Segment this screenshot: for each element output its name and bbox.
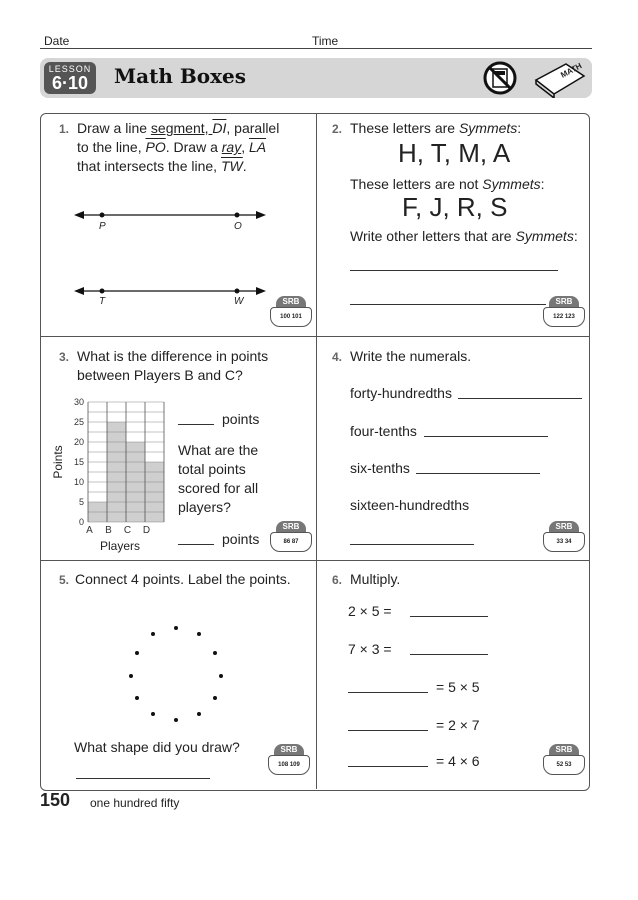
- circle-dot[interactable]: [219, 674, 223, 678]
- srb-pages: 108 109: [268, 755, 310, 775]
- circle-dot[interactable]: [151, 712, 155, 716]
- multiply-expr-4: = 2 × 7: [436, 717, 480, 733]
- answer-line-numeral-c[interactable]: [416, 473, 540, 474]
- problem-1-number: 1.: [59, 122, 70, 136]
- srb-label: SRB: [549, 296, 579, 308]
- srb-pages: 100 101: [270, 307, 312, 327]
- circle-dot[interactable]: [174, 718, 178, 722]
- page-title: Math Boxes: [114, 64, 246, 88]
- srb-badge-2: [543, 296, 585, 330]
- answer-line-multiply-4[interactable]: [348, 730, 428, 731]
- problem-3-q2: between Players B and C?: [77, 367, 243, 383]
- problem-3-q3: What are the: [178, 442, 259, 458]
- p1-line-tw: $\overline{TW}$: [220, 158, 243, 174]
- problem-3-q1: What is the difference in points: [77, 348, 269, 364]
- problem-2-line-3: [350, 227, 578, 246]
- line-po: [72, 208, 268, 222]
- math-tag: MATH: [559, 61, 584, 80]
- y-tick-label: 5: [78, 497, 84, 507]
- answer-line-multiply-1[interactable]: [410, 616, 488, 617]
- lesson-banner: [40, 58, 592, 98]
- answer-line-numeral-b[interactable]: [424, 436, 548, 437]
- srb-label: SRB: [549, 521, 579, 533]
- p1-text-c: to the line,: [77, 139, 146, 155]
- answer-line-multiply-2[interactable]: [410, 654, 488, 655]
- points-label-2: points: [222, 531, 260, 547]
- p1-ray-la: $\overline{LA}$: [248, 139, 267, 155]
- multiply-expr-5: = 4 × 6: [436, 753, 480, 769]
- y-tick-label: 25: [73, 417, 84, 427]
- srb-label: SRB: [274, 744, 304, 756]
- problem-1-line-2: [77, 138, 266, 157]
- y-tick-label: 30: [73, 397, 84, 407]
- problem-4-q: Write the numerals.: [350, 348, 472, 364]
- p2-symmets-3: Symmets: [515, 228, 574, 244]
- page-number-words: one hundred fifty: [90, 796, 180, 810]
- problem-2-number: 2.: [332, 122, 343, 136]
- p1-segment-di: $\overline{DI}$: [212, 120, 227, 136]
- srb-badge-3: [270, 521, 312, 555]
- problem-5-number: 5.: [59, 573, 70, 587]
- grid-divider-row1: [40, 336, 590, 337]
- multiply-expr-2: 7 × 3 =: [348, 641, 392, 657]
- answer-line-symmets-2[interactable]: [350, 304, 546, 305]
- grid-divider-row2: [40, 560, 590, 561]
- date-label: Date: [44, 34, 70, 48]
- problem-6-q: Multiply.: [350, 571, 401, 587]
- y-tick-label: 10: [73, 477, 84, 487]
- circle-dot[interactable]: [129, 674, 133, 678]
- srb-badge-1: [270, 296, 312, 330]
- answer-line-difference[interactable]: [178, 424, 214, 425]
- circle-dot[interactable]: [197, 712, 201, 716]
- multiply-expr-3: = 5 × 5: [436, 679, 480, 695]
- problem-3-number: 3.: [59, 350, 70, 364]
- y-tick-label: 20: [73, 437, 84, 447]
- symmet-letters: H, T, M, A: [398, 138, 511, 168]
- problem-5-q2: What shape did you draw?: [74, 739, 240, 755]
- p1-text-g: .: [242, 158, 247, 174]
- page-number: 150: [40, 790, 71, 810]
- p2-symmets: Symmets: [458, 120, 518, 136]
- lesson-label: LESSON: [48, 64, 92, 74]
- problem-2-line-1: [350, 119, 521, 138]
- p1-text-e: ,: [241, 139, 249, 155]
- circle-dot[interactable]: [213, 696, 217, 700]
- problem-3-q6: players?: [178, 499, 231, 515]
- x-tick-label: B: [105, 525, 112, 536]
- numeral-prompt-a: forty-hundredths: [350, 385, 452, 401]
- y-axis-label: Points: [51, 445, 65, 479]
- srb-label: SRB: [549, 744, 579, 756]
- circle-dot[interactable]: [174, 626, 178, 630]
- x-axis-label: Players: [99, 539, 141, 553]
- circle-dot[interactable]: [151, 632, 155, 636]
- p1-text-a: Draw a line: [77, 120, 151, 136]
- p1-text-b: , parallel: [226, 120, 280, 136]
- srb-badge-6: [543, 744, 585, 778]
- point-p-label: P: [99, 221, 106, 232]
- answer-line-multiply-3[interactable]: [348, 692, 428, 693]
- srb-badge-4: [543, 521, 585, 555]
- x-tick-label: D: [142, 525, 151, 536]
- problem-4-number: 4.: [332, 350, 343, 364]
- p2-symmets-2: Symmets: [482, 176, 541, 192]
- numeral-prompt-d: sixteen-hundredths: [350, 497, 470, 513]
- p1-segment-word: segment,: [150, 120, 213, 136]
- lesson-tab: [44, 62, 96, 94]
- problem-3-q5: scored for all: [178, 480, 259, 496]
- p2-text-b: These letters are not: [350, 176, 483, 192]
- time-label: Time: [312, 34, 339, 48]
- srb-pages: 52 53: [543, 755, 585, 775]
- answer-line-shape[interactable]: [76, 778, 210, 779]
- point-w-label: W: [234, 296, 244, 307]
- non-symmet-letters: F, J, R, S: [402, 192, 508, 222]
- problem-1-line-3: [77, 157, 247, 176]
- circle-dot[interactable]: [197, 632, 201, 636]
- date-rule: [40, 48, 592, 49]
- answer-line-numeral-d[interactable]: [350, 544, 474, 545]
- answer-line-numeral-a[interactable]: [458, 398, 582, 399]
- srb-badge-5: [268, 744, 310, 778]
- points-bar-chart: [46, 392, 176, 558]
- problem-3-q4: total points: [178, 461, 246, 477]
- p1-ray-word: ray: [221, 139, 242, 155]
- circle-dot[interactable]: [135, 696, 139, 700]
- problem-6-number: 6.: [332, 573, 343, 587]
- lesson-number: 6·10: [51, 73, 89, 93]
- circle-dot[interactable]: [135, 651, 139, 655]
- x-tick-label: A: [86, 525, 93, 536]
- multiply-expr-1: 2 × 5 =: [348, 603, 392, 619]
- answer-line-multiply-5[interactable]: [348, 766, 428, 767]
- no-calculator-icon: [482, 60, 518, 96]
- y-tick-label: 0: [78, 517, 84, 527]
- points-label-1: points: [222, 411, 260, 427]
- p2-colon-2: :: [540, 176, 545, 192]
- grid-divider-vertical: [316, 113, 317, 789]
- srb-pages: 33 34: [543, 532, 585, 552]
- srb-pages: 86 87: [270, 532, 312, 552]
- p2-colon: :: [517, 120, 522, 136]
- y-tick-label: 15: [73, 457, 84, 467]
- srb-label: SRB: [276, 296, 306, 308]
- point-o-label: O: [234, 221, 242, 232]
- problem-1-line-1: [77, 119, 279, 138]
- answer-line-total[interactable]: [178, 544, 214, 545]
- p2-text-a: These letters are: [350, 120, 459, 136]
- p1-text-f: that intersects the line,: [77, 158, 221, 174]
- numeral-prompt-c: six-tenths: [350, 460, 410, 476]
- p2-text-c: Write other letters that are: [350, 228, 516, 244]
- point-t-label: T: [99, 296, 106, 307]
- x-tick-label: C: [123, 525, 132, 536]
- problem-5-q: Connect 4 points. Label the points.: [75, 571, 291, 587]
- srb-pages: 122 123: [543, 307, 585, 327]
- p1-text-d: . Draw a: [165, 139, 222, 155]
- p1-line-po: $\overline{PO}$: [145, 139, 166, 155]
- answer-line-symmets-1[interactable]: [350, 270, 558, 271]
- srb-label: SRB: [276, 521, 306, 533]
- circle-dot[interactable]: [213, 651, 217, 655]
- p2-colon-3: :: [573, 228, 578, 244]
- numeral-prompt-b: four-tenths: [350, 423, 417, 439]
